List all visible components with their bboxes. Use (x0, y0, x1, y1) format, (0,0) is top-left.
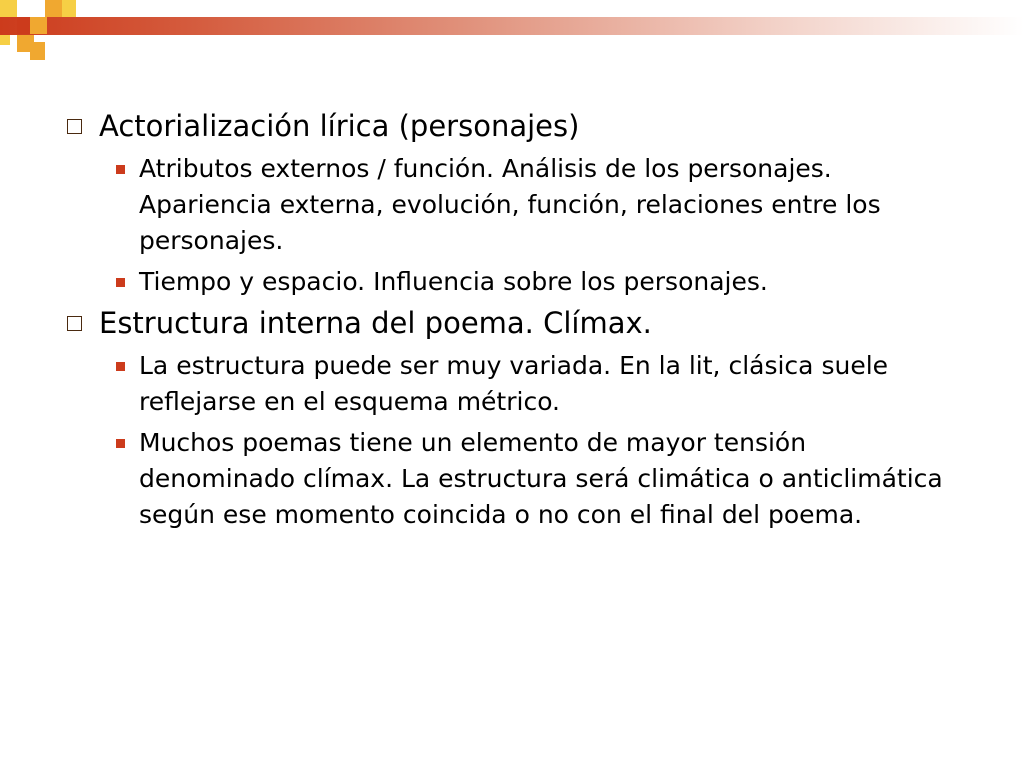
bullet-level2 (65, 348, 965, 420)
filled-square-bullet-icon (116, 165, 125, 174)
slide-body (65, 108, 965, 538)
filled-square-bullet-icon (116, 278, 125, 287)
bullet-text: Tiempo y espacio. Influencia sobre los personajes. (139, 267, 768, 296)
decor-square (0, 35, 10, 45)
bullet-level1 (65, 108, 965, 145)
bullet-text: Atributos externos / función. Análisis de los personajes. Apariencia externa, evolución, función, relaciones entre los personajes. (139, 154, 881, 255)
filled-square-bullet-icon (116, 362, 125, 371)
hollow-square-bullet-icon (67, 316, 82, 331)
decor-square (45, 0, 62, 17)
bullet-level2 (65, 151, 965, 259)
decor-square (30, 42, 45, 60)
bullet-text: La estructura puede ser muy variada. En la lit, clásica suele reflejarse en el esquema métrico. (139, 351, 889, 416)
header-gradient-band (0, 17, 1024, 35)
hollow-square-bullet-icon (67, 119, 82, 134)
bullet-text: Muchos poemas tiene un elemento de mayor tensión denominado clímax. La estructura será climática o anticlimática según ese momento coincida o no con el final del poema. (139, 428, 943, 529)
decor-square (0, 0, 17, 17)
filled-square-bullet-icon (116, 439, 125, 448)
bullet-text: Actorialización lírica (personajes) (99, 109, 580, 143)
bullet-level1 (65, 305, 965, 342)
decor-square (30, 17, 47, 34)
bullet-level2 (65, 425, 965, 533)
decor-square (62, 0, 76, 17)
bullet-text: Estructura interna del poema. Clímax. (99, 306, 652, 340)
bullet-level2 (65, 264, 965, 300)
